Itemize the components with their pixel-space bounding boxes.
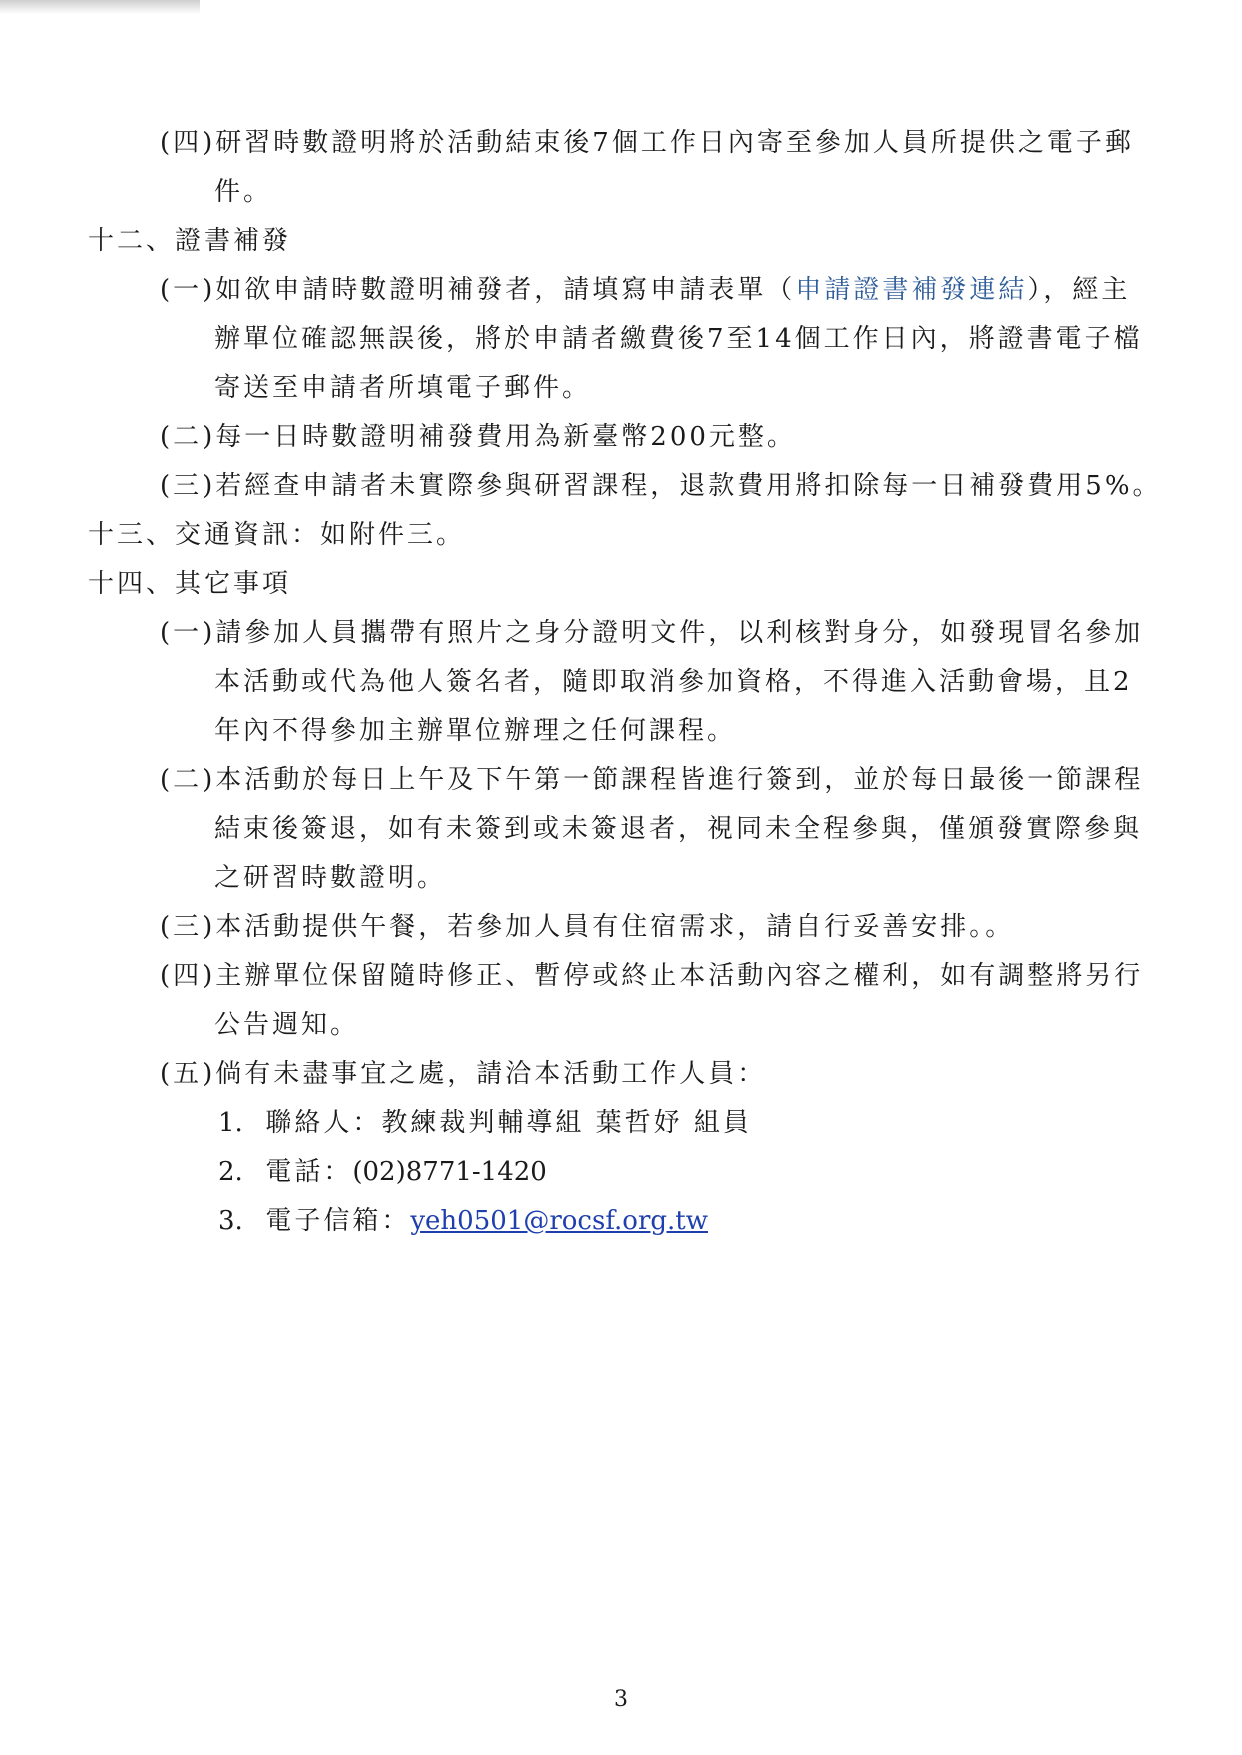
s14-item5-line1 bbox=[160, 1057, 766, 1091]
s14-heading: 十四、其它事項 bbox=[88, 569, 292, 599]
contact-phone-label: 電話： bbox=[265, 1157, 353, 1187]
contact-person-label: 聯絡人： bbox=[265, 1108, 382, 1138]
contact-phone-value: (02)8771-1420 bbox=[352, 1157, 547, 1187]
certificate-reissue-link[interactable]: 申請證書補發連結 bbox=[795, 275, 1028, 305]
s14-item2-line3: 之研習時數證明。 bbox=[214, 863, 447, 893]
s14-item2-text1: 本活動於每日上午及下午第一節課程皆進行簽到，並於每日最後一節課程 bbox=[215, 765, 1144, 795]
s14-item1-line3: 年內不得參加主辦單位辦理之任何課程。 bbox=[214, 716, 737, 746]
s12-item3-marker: (三) bbox=[160, 471, 216, 501]
s14-item2-line2: 結束後簽退，如有未簽到或未簽退者，視同未全程參與，僅頒發實際參與 bbox=[214, 814, 1143, 844]
s14-item4-marker: (四) bbox=[160, 961, 216, 991]
contact-person-line bbox=[218, 1106, 752, 1140]
s14-item2-marker: (二) bbox=[160, 765, 216, 795]
s11-item4-line2: 件。 bbox=[214, 177, 273, 207]
s11-item4-text1: 研習時數證明將於活動結束後7個工作日內寄至參加人員所提供之電子郵 bbox=[215, 128, 1134, 158]
s12-item3-text: 若經查申請者未實際參與研習課程，退款費用將扣除每一日補發費用5%。 bbox=[215, 471, 1162, 501]
s14-item1-line1 bbox=[160, 616, 1143, 650]
contact-person-number: 1. bbox=[218, 1108, 243, 1138]
page-number: 3 bbox=[614, 1687, 628, 1712]
contact-person-value: 教練裁判輔導組 葉哲妤 組員 bbox=[381, 1108, 752, 1138]
s12-item2-text: 每一日時數證明補發費用為新臺幣200元整。 bbox=[215, 422, 796, 452]
s12-item3-line1 bbox=[160, 469, 1162, 503]
contact-phone-number: 2. bbox=[218, 1157, 243, 1187]
s12-item1-marker: (一) bbox=[160, 275, 216, 305]
s12-item1-line2: 辦單位確認無誤後，將於申請者繳費後7至14個工作日內，將證書電子檔 bbox=[214, 324, 1143, 354]
s12-item2-marker: (二) bbox=[160, 422, 216, 452]
s12-item1-line1 bbox=[160, 273, 1130, 307]
s14-item4-line2: 公告週知。 bbox=[214, 1010, 360, 1040]
contact-email-link[interactable]: yeh0501@rocsf.org.tw bbox=[410, 1206, 708, 1236]
contact-email-number: 3. bbox=[218, 1206, 243, 1236]
s12-item1-line3: 寄送至申請者所填電子郵件。 bbox=[214, 373, 592, 403]
s14-item3-marker: (三) bbox=[160, 912, 216, 942]
s12-item2-line1 bbox=[160, 420, 796, 454]
contact-email-label: 電子信箱： bbox=[265, 1206, 411, 1236]
contact-email-line bbox=[218, 1204, 708, 1238]
s14-item1-line2: 本活動或代為他人簽名者，隨即取消參加資格，不得進入活動會場，且2 bbox=[214, 667, 1133, 697]
s14-item4-text1: 主辦單位保留隨時修正、暫停或終止本活動內容之權利，如有調整將另行 bbox=[215, 961, 1144, 991]
s12-heading: 十二、證書補發 bbox=[88, 226, 292, 256]
s14-item5-marker: (五) bbox=[160, 1059, 216, 1089]
s11-item4-line1 bbox=[160, 126, 1134, 160]
s13-heading: 十三、交通資訊：如附件三。 bbox=[88, 520, 466, 550]
contact-phone-line bbox=[218, 1155, 547, 1189]
s14-item3-text: 本活動提供午餐，若參加人員有住宿需求，請自行妥善安排。。 bbox=[215, 912, 1015, 942]
s12-item1-text-after: ），經主 bbox=[1027, 275, 1131, 305]
s11-item4-marker: (四) bbox=[160, 128, 216, 158]
s14-item1-text1: 請參加人員攜帶有照片之身分證明文件，以利核對身分，如發現冒名參加 bbox=[215, 618, 1144, 648]
s14-item5-text: 倘有未盡事宜之處，請洽本活動工作人員： bbox=[215, 1059, 767, 1089]
s14-item1-marker: (一) bbox=[160, 618, 216, 648]
s12-item1-text-before: 如欲申請時數證明補發者，請填寫申請表單（ bbox=[215, 275, 796, 305]
s14-item2-line1 bbox=[160, 763, 1143, 797]
s14-item4-line1 bbox=[160, 959, 1143, 993]
s14-item3-line1 bbox=[160, 910, 1014, 944]
